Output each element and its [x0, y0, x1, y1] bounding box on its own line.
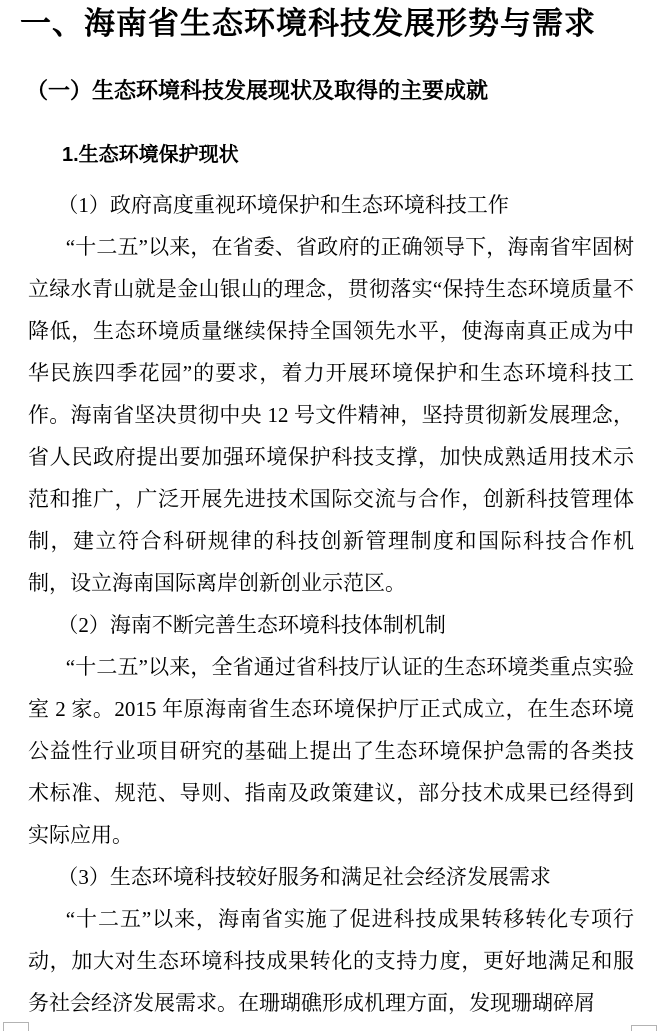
subsection-heading: 1.生态环境保护现状	[62, 144, 239, 166]
item-1-heading: （1）政府高度重视环境保护和生态环境科技工作	[57, 193, 509, 217]
section-heading: （一）生态环境科技发展现状及取得的主要成就	[26, 78, 489, 103]
item-2-paragraph: “十二五”以来，全省通过省科技厅认证的生态环境类重点实验室 2 家。2015 年原海南省生态环境保护厅正式成立，在生态环境公益性行业项目研究的基础上提出了生态环境保护急需的各类技术标准、规范、导则、指南及政策建议，部分技术成果已经得到实际应用。	[28, 655, 634, 847]
chapter-title: 一、海南省生态环境科技发展形势与需求	[20, 6, 596, 41]
cutoff-object-bottom-left	[3, 1022, 29, 1031]
cutoff-object-bottom-right	[631, 1025, 657, 1031]
item-1-paragraph: “十二五”以来，在省委、省政府的正确领导下，海南省牢固树立绿水青山就是金山银山的理念，贯彻落实“保持生态环境质量不降低，生态环境质量继续保持全国领先水平，使海南真正成为中华民族四季花园”的要求，着力开展环境保护和生态环境科技工作。海南省坚决贯彻中央 12 号文件精神，坚持贯彻新发展理念，省人民政府提出要加强环境保护科技支撑，加快成熟适用技术示范和推广，广泛开展先进技术国际交流与合作，创新科技管理体制，建立符合科研规律的科技创新管理制度和国际科技合作机制，设立海南国际离岸创新创业示范区。	[28, 235, 634, 595]
item-3-heading: （3）生态环境科技较好服务和满足社会经济发展需求	[57, 865, 551, 889]
body-text-block	[0, 184, 660, 1024]
item-2-heading: （2）海南不断完善生态环境科技体制机制	[57, 613, 446, 637]
item-3-paragraph: “十二五”以来，海南省实施了促进科技成果转移转化专项行动，加大对生态环境科技成果转化的支持力度，更好地满足和服务社会经济发展需求。在珊瑚礁形成机理方面，发现珊瑚碎屑	[28, 907, 634, 1015]
